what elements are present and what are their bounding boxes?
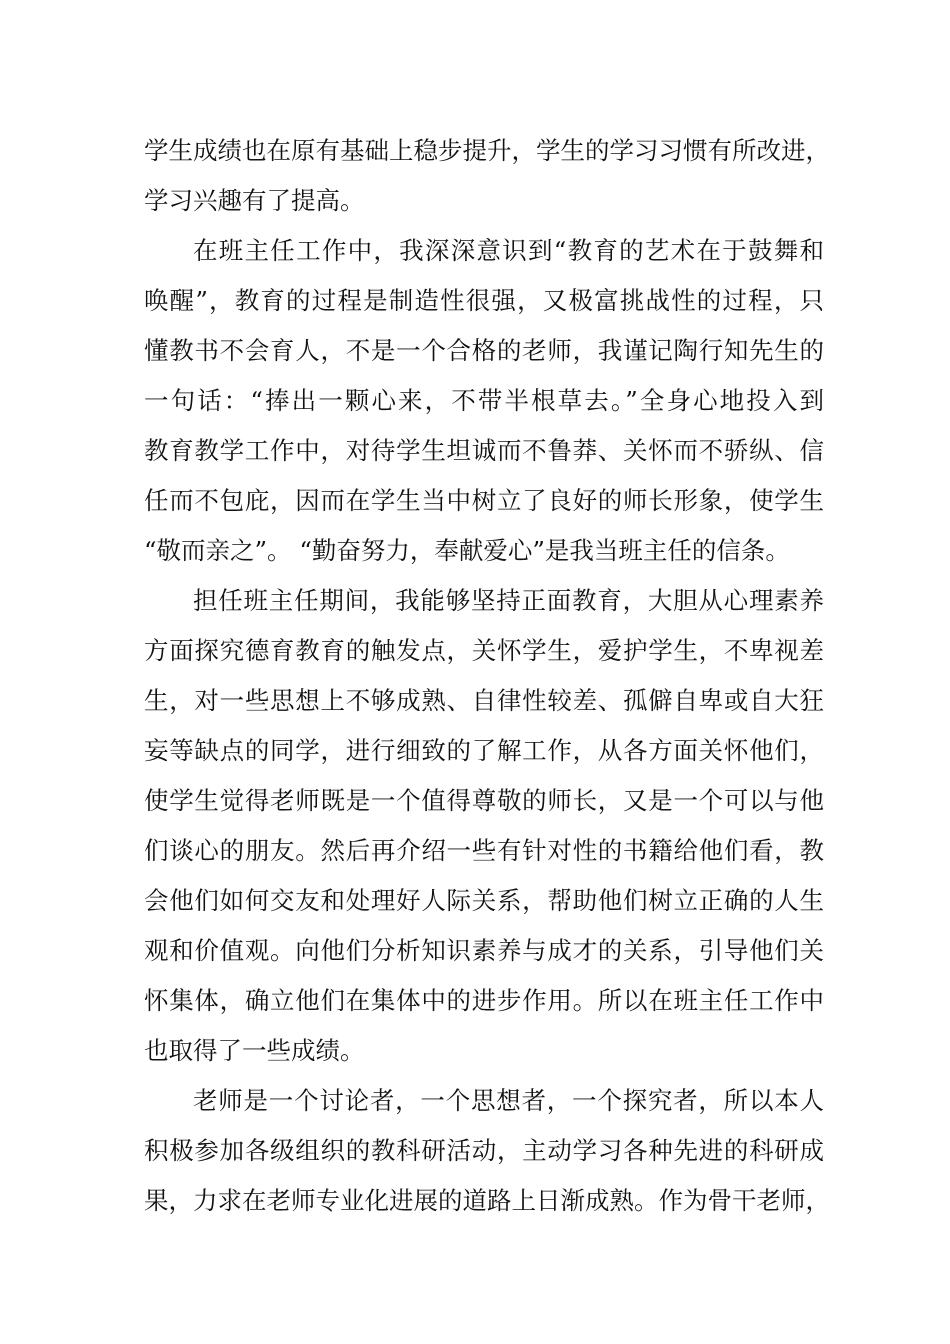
text-line: 唤醒”，教育的过程是制造性很强，又极富挑战性的过程，只 bbox=[144, 286, 824, 315]
text-line: 老师是一个讨论者，一个思想者，一个探究者，所以本人 bbox=[193, 1086, 824, 1115]
text-line: 观和价值观。向他们分析知识素养与成才的关系，引导他们关 bbox=[144, 936, 824, 965]
text-line: 一句话：“捧出一颗心来，不带半根草去。”全身心地投入到 bbox=[144, 386, 824, 415]
text-line: 会他们如何交友和处理好人际关系，帮助他们树立正确的人生 bbox=[144, 886, 824, 915]
text-line: 生，对一些思想上不够成熟、自律性较差、孤僻自卑或自大狂 bbox=[144, 686, 824, 715]
text-line: 担任班主任期间，我能够坚持正面教育，大胆从心理素养 bbox=[193, 586, 824, 615]
text-line: 在班主任工作中，我深深意识到“教育的艺术在于鼓舞和 bbox=[193, 236, 824, 265]
body-text bbox=[144, 126, 830, 1226]
text-line: 使学生觉得老师既是一个值得尊敬的师长，又是一个可以与他 bbox=[144, 786, 824, 815]
text-line: 果，力求在老师专业化进展的道路上日渐成熟。作为骨干老师， bbox=[144, 1186, 830, 1215]
text-line: 方面探究德育教育的触发点，关怀学生，爱护学生，不卑视差 bbox=[144, 636, 824, 665]
paragraph bbox=[144, 126, 830, 226]
paragraph bbox=[144, 226, 824, 576]
text-line: 妄等缺点的同学，进行细致的了解工作，从各方面关怀他们， bbox=[144, 736, 824, 765]
text-line: 们谈心的朋友。然后再介绍一些有针对性的书籍给他们看，教 bbox=[144, 836, 824, 865]
text-line: 怀集体，确立他们在集体中的进步作用。所以在班主任工作中 bbox=[144, 986, 824, 1015]
paragraph bbox=[144, 1076, 830, 1226]
text-line: 积极参加各级组织的教科研活动，主动学习各种先进的科研成 bbox=[144, 1136, 824, 1165]
text-line: “敬而亲之”。 “勤奋努力，奉献爱心”是我当班主任的信条。 bbox=[144, 536, 790, 565]
text-line: 任而不包庇，因而在学生当中树立了良好的师长形象，使学生 bbox=[144, 486, 824, 515]
text-line: 学习兴趣有了提高。 bbox=[144, 186, 365, 215]
paragraph bbox=[144, 576, 824, 1076]
text-line: 懂教书不会育人，不是一个合格的老师，我谨记陶行知先生的 bbox=[144, 336, 824, 365]
text-line: 学生成绩也在原有基础上稳步提升，学生的学习习惯有所改进， bbox=[144, 136, 830, 165]
text-line: 教育教学工作中，对待学生坦诚而不鲁莽、关怀而不骄纵、信 bbox=[144, 436, 824, 465]
text-line: 也取得了一些成绩。 bbox=[144, 1036, 365, 1065]
